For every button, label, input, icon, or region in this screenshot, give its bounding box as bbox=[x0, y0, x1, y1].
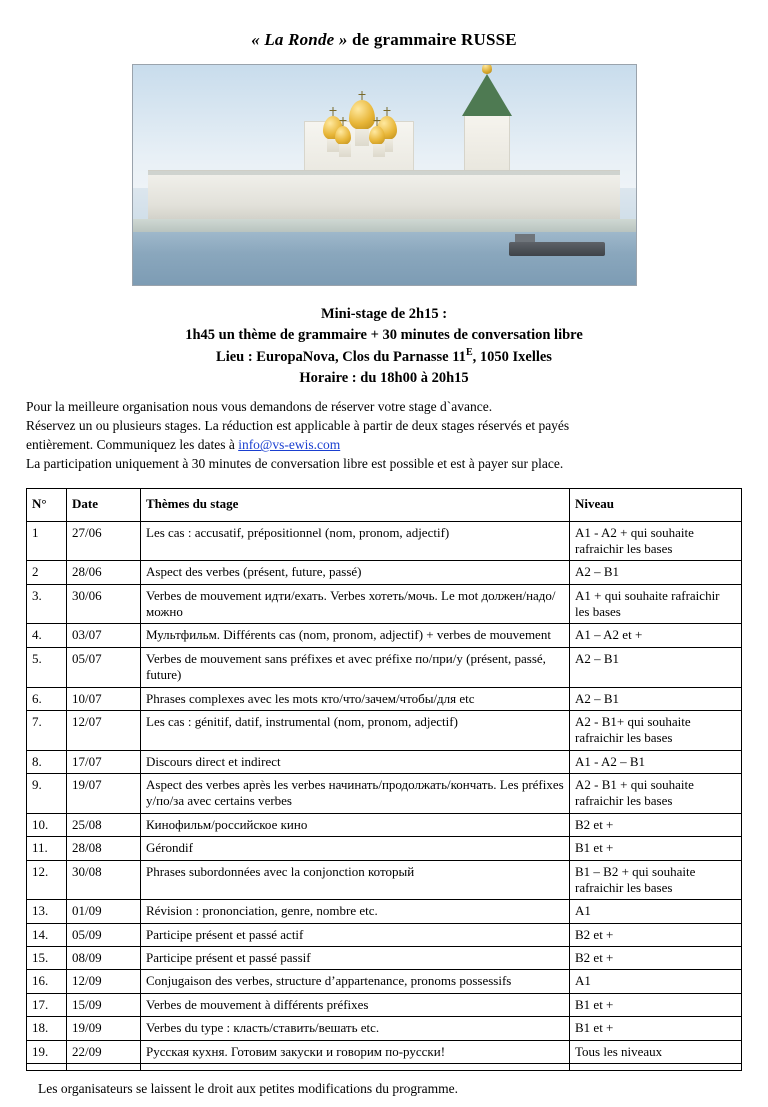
table-row bbox=[27, 1017, 742, 1040]
cell-theme: Verbes de mouvement à différents préfixes bbox=[141, 993, 570, 1016]
cell-num: 11. bbox=[27, 837, 67, 860]
table-row bbox=[27, 860, 742, 900]
tower-roof bbox=[462, 74, 512, 116]
cell-theme: Participe présent et passé passif bbox=[141, 947, 570, 970]
info-line-location bbox=[26, 346, 742, 368]
cell-num: 4. bbox=[27, 624, 67, 647]
cell-num: 6. bbox=[27, 687, 67, 710]
golden-dome-icon bbox=[349, 100, 375, 130]
cell-level: A2 - B1 + qui souhaite rafraichir les bases bbox=[570, 774, 742, 814]
cell-date: 05/09 bbox=[67, 923, 141, 946]
cell-date: 17/07 bbox=[67, 750, 141, 773]
cell-num: 1 bbox=[27, 521, 67, 561]
cell-theme: Phrases subordonnées avec la conjonction который bbox=[141, 860, 570, 900]
cell-date: 03/07 bbox=[67, 624, 141, 647]
cell-level: A1 – A2 et + bbox=[570, 624, 742, 647]
cell-date: 01/09 bbox=[67, 900, 141, 923]
golden-dome-icon bbox=[369, 126, 385, 145]
cell-level: A2 – B1 bbox=[570, 647, 742, 687]
cell-theme: Aspect des verbes après les verbes начинать/продолжать/кончать. Les préfixes у/по/за avec certains verbes bbox=[141, 774, 570, 814]
info-line-structure: 1h45 un thème de grammaire + 30 minutes de conversation libre bbox=[185, 327, 583, 344]
cell-level: A1 - A2 – B1 bbox=[570, 750, 742, 773]
cell-date: 28/06 bbox=[67, 561, 141, 584]
cell-theme: Les cas : accusatif, prépositionnel (nom, pronom, adjectif) bbox=[141, 521, 570, 561]
cell-date: 28/08 bbox=[67, 837, 141, 860]
cell-theme: Русская кухня. Готовим закуски и говорим по-русски! bbox=[141, 1040, 570, 1063]
cell-date: 12/07 bbox=[67, 710, 141, 750]
location-superscript: E bbox=[465, 347, 473, 359]
river-layer bbox=[133, 232, 636, 285]
column-header-level: Niveau bbox=[570, 488, 742, 521]
table-row bbox=[27, 750, 742, 773]
shore-layer bbox=[133, 219, 636, 232]
cell-date: 19/09 bbox=[67, 1017, 141, 1040]
cell-level: B2 et + bbox=[570, 923, 742, 946]
table-row bbox=[27, 624, 742, 647]
table-row bbox=[27, 970, 742, 993]
paragraph-line-2: Réservez un ou plusieurs stages. La réduction est applicable à partir de deux stages réservés et payés bbox=[26, 418, 570, 434]
cell-theme bbox=[141, 1063, 570, 1070]
cell-num: 12. bbox=[27, 860, 67, 900]
cell-level: B2 et + bbox=[570, 813, 742, 836]
cell-theme: Conjugaison des verbes, structure d’appartenance, pronoms possessifs bbox=[141, 970, 570, 993]
column-header-date: Date bbox=[67, 488, 141, 521]
cell-date bbox=[67, 1063, 141, 1070]
table-row bbox=[27, 813, 742, 836]
table-row bbox=[27, 710, 742, 750]
cell-num: 15. bbox=[27, 947, 67, 970]
cell-num: 13. bbox=[27, 900, 67, 923]
table-row bbox=[27, 837, 742, 860]
cell-date: 10/07 bbox=[67, 687, 141, 710]
cell-theme: Verbes de mouvement идти/ехать. Verbes хотеть/мочь. Le mot должен/надо/можно bbox=[141, 584, 570, 624]
footer-note: Les organisateurs se laissent le droit aux petites modifications du programme. bbox=[38, 1080, 459, 1096]
cell-date: 27/06 bbox=[67, 521, 141, 561]
cell-num: 5. bbox=[27, 647, 67, 687]
cell-level: A2 – B1 bbox=[570, 687, 742, 710]
cell-num: 14. bbox=[27, 923, 67, 946]
intro-paragraph bbox=[26, 397, 742, 474]
info-line-duration: Mini-stage de 2h15 : bbox=[320, 306, 448, 322]
cell-level bbox=[570, 1063, 742, 1070]
page-title bbox=[26, 30, 742, 50]
cell-num: 3. bbox=[27, 584, 67, 624]
table-row bbox=[27, 647, 742, 687]
cell-date: 25/08 bbox=[67, 813, 141, 836]
cell-theme: Phrases complexes avec les mots кто/что/зачем/чтобы/для etc bbox=[141, 687, 570, 710]
table-row bbox=[27, 521, 742, 561]
cell-num: 10. bbox=[27, 813, 67, 836]
cell-date: 08/09 bbox=[67, 947, 141, 970]
cell-level: B1 – B2 + qui souhaite rafraichir les bases bbox=[570, 860, 742, 900]
cell-level: A1 + qui souhaite rafraichir les bases bbox=[570, 584, 742, 624]
table-row bbox=[27, 1040, 742, 1063]
cell-theme: Révision : prononciation, genre, nombre etc. bbox=[141, 900, 570, 923]
paragraph-line-3-text: entièrement. Communiquez les dates à bbox=[26, 437, 239, 453]
table-row bbox=[27, 923, 742, 946]
cell-date: 30/08 bbox=[67, 860, 141, 900]
table-row bbox=[27, 561, 742, 584]
table-header-row bbox=[27, 488, 742, 521]
golden-dome-icon bbox=[335, 126, 351, 145]
cell-theme: Мультфильм. Différents cas (nom, pronom, adjectif) + verbes de mouvement bbox=[141, 624, 570, 647]
column-header-theme: Thèmes du stage bbox=[141, 488, 570, 521]
info-line-schedule: Horaire : du 18h00 à 20h15 bbox=[299, 369, 469, 386]
cell-num: 16. bbox=[27, 970, 67, 993]
cell-level: B1 et + bbox=[570, 837, 742, 860]
table-row bbox=[27, 993, 742, 1016]
cell-level: A1 bbox=[570, 970, 742, 993]
email-link[interactable]: info@vs-ewis.com bbox=[238, 437, 341, 453]
cell-date: 05/07 bbox=[67, 647, 141, 687]
cell-level: B1 et + bbox=[570, 993, 742, 1016]
table-row bbox=[27, 687, 742, 710]
cell-num: 8. bbox=[27, 750, 67, 773]
cell-theme: Verbes de mouvement sans préfixes et avec préfixe по/при/у (présent, passé, future) bbox=[141, 647, 570, 687]
cell-theme: Кинофильм/российское кино bbox=[141, 813, 570, 836]
monastery-wall bbox=[148, 170, 621, 219]
cell-date: 22/09 bbox=[67, 1040, 141, 1063]
cell-num: 17. bbox=[27, 993, 67, 1016]
hero-image-container bbox=[26, 64, 742, 286]
cell-level: A1 - A2 + qui souhaite rafraichir les bases bbox=[570, 521, 742, 561]
table-row bbox=[27, 774, 742, 814]
paragraph-line-1: Pour la meilleure organisation nous vous demandons de réserver votre stage d`avance. bbox=[26, 398, 493, 414]
location-text-after: , 1050 Ixelles bbox=[472, 348, 552, 365]
cell-theme: Gérondif bbox=[141, 837, 570, 860]
location-text-before: Lieu : EuropaNova, Clos du Parnasse 11 bbox=[216, 348, 466, 365]
cell-level: A2 – B1 bbox=[570, 561, 742, 584]
cell-level: A1 bbox=[570, 900, 742, 923]
cell-theme: Participe présent et passé actif bbox=[141, 923, 570, 946]
cell-theme: Verbes du type : класть/ставить/вешать etc. bbox=[141, 1017, 570, 1040]
schedule-table bbox=[26, 488, 742, 1071]
page-title-ronde: « La Ronde » bbox=[251, 30, 348, 49]
cell-theme: Discours direct et indirect bbox=[141, 750, 570, 773]
cell-level: Tous les niveaux bbox=[570, 1040, 742, 1063]
cell-level: B1 et + bbox=[570, 1017, 742, 1040]
cell-num: 2 bbox=[27, 561, 67, 584]
boat-icon bbox=[509, 242, 605, 256]
cell-level: B2 et + bbox=[570, 947, 742, 970]
cell-date: 15/09 bbox=[67, 993, 141, 1016]
table-row bbox=[27, 584, 742, 624]
course-info bbox=[26, 304, 742, 389]
monastery-photo bbox=[132, 64, 637, 286]
page-title-grammaire: de grammaire RUSSE bbox=[347, 30, 517, 49]
tower-dome-icon bbox=[482, 64, 492, 74]
cell-date: 30/06 bbox=[67, 584, 141, 624]
cell-theme: Les cas : génitif, datif, instrumental (nom, pronom, adjectif) bbox=[141, 710, 570, 750]
cell-num: 18. bbox=[27, 1017, 67, 1040]
paragraph-line-4: La participation uniquement à 30 minutes de conversation libre est possible et est à payer sur place. bbox=[26, 456, 564, 472]
cell-num: 19. bbox=[27, 1040, 67, 1063]
cell-num: 7. bbox=[27, 710, 67, 750]
paragraph-line-3 bbox=[26, 435, 742, 454]
cell-date: 12/09 bbox=[67, 970, 141, 993]
cell-num bbox=[27, 1063, 67, 1070]
cell-theme: Aspect des verbes (présent, future, passé) bbox=[141, 561, 570, 584]
cell-num: 9. bbox=[27, 774, 67, 814]
table-row bbox=[27, 947, 742, 970]
column-header-num: N° bbox=[27, 488, 67, 521]
cell-date: 19/07 bbox=[67, 774, 141, 814]
cell-level: A2 - B1+ qui souhaite rafraichir les bases bbox=[570, 710, 742, 750]
table-row bbox=[27, 1063, 742, 1070]
table-row bbox=[27, 900, 742, 923]
